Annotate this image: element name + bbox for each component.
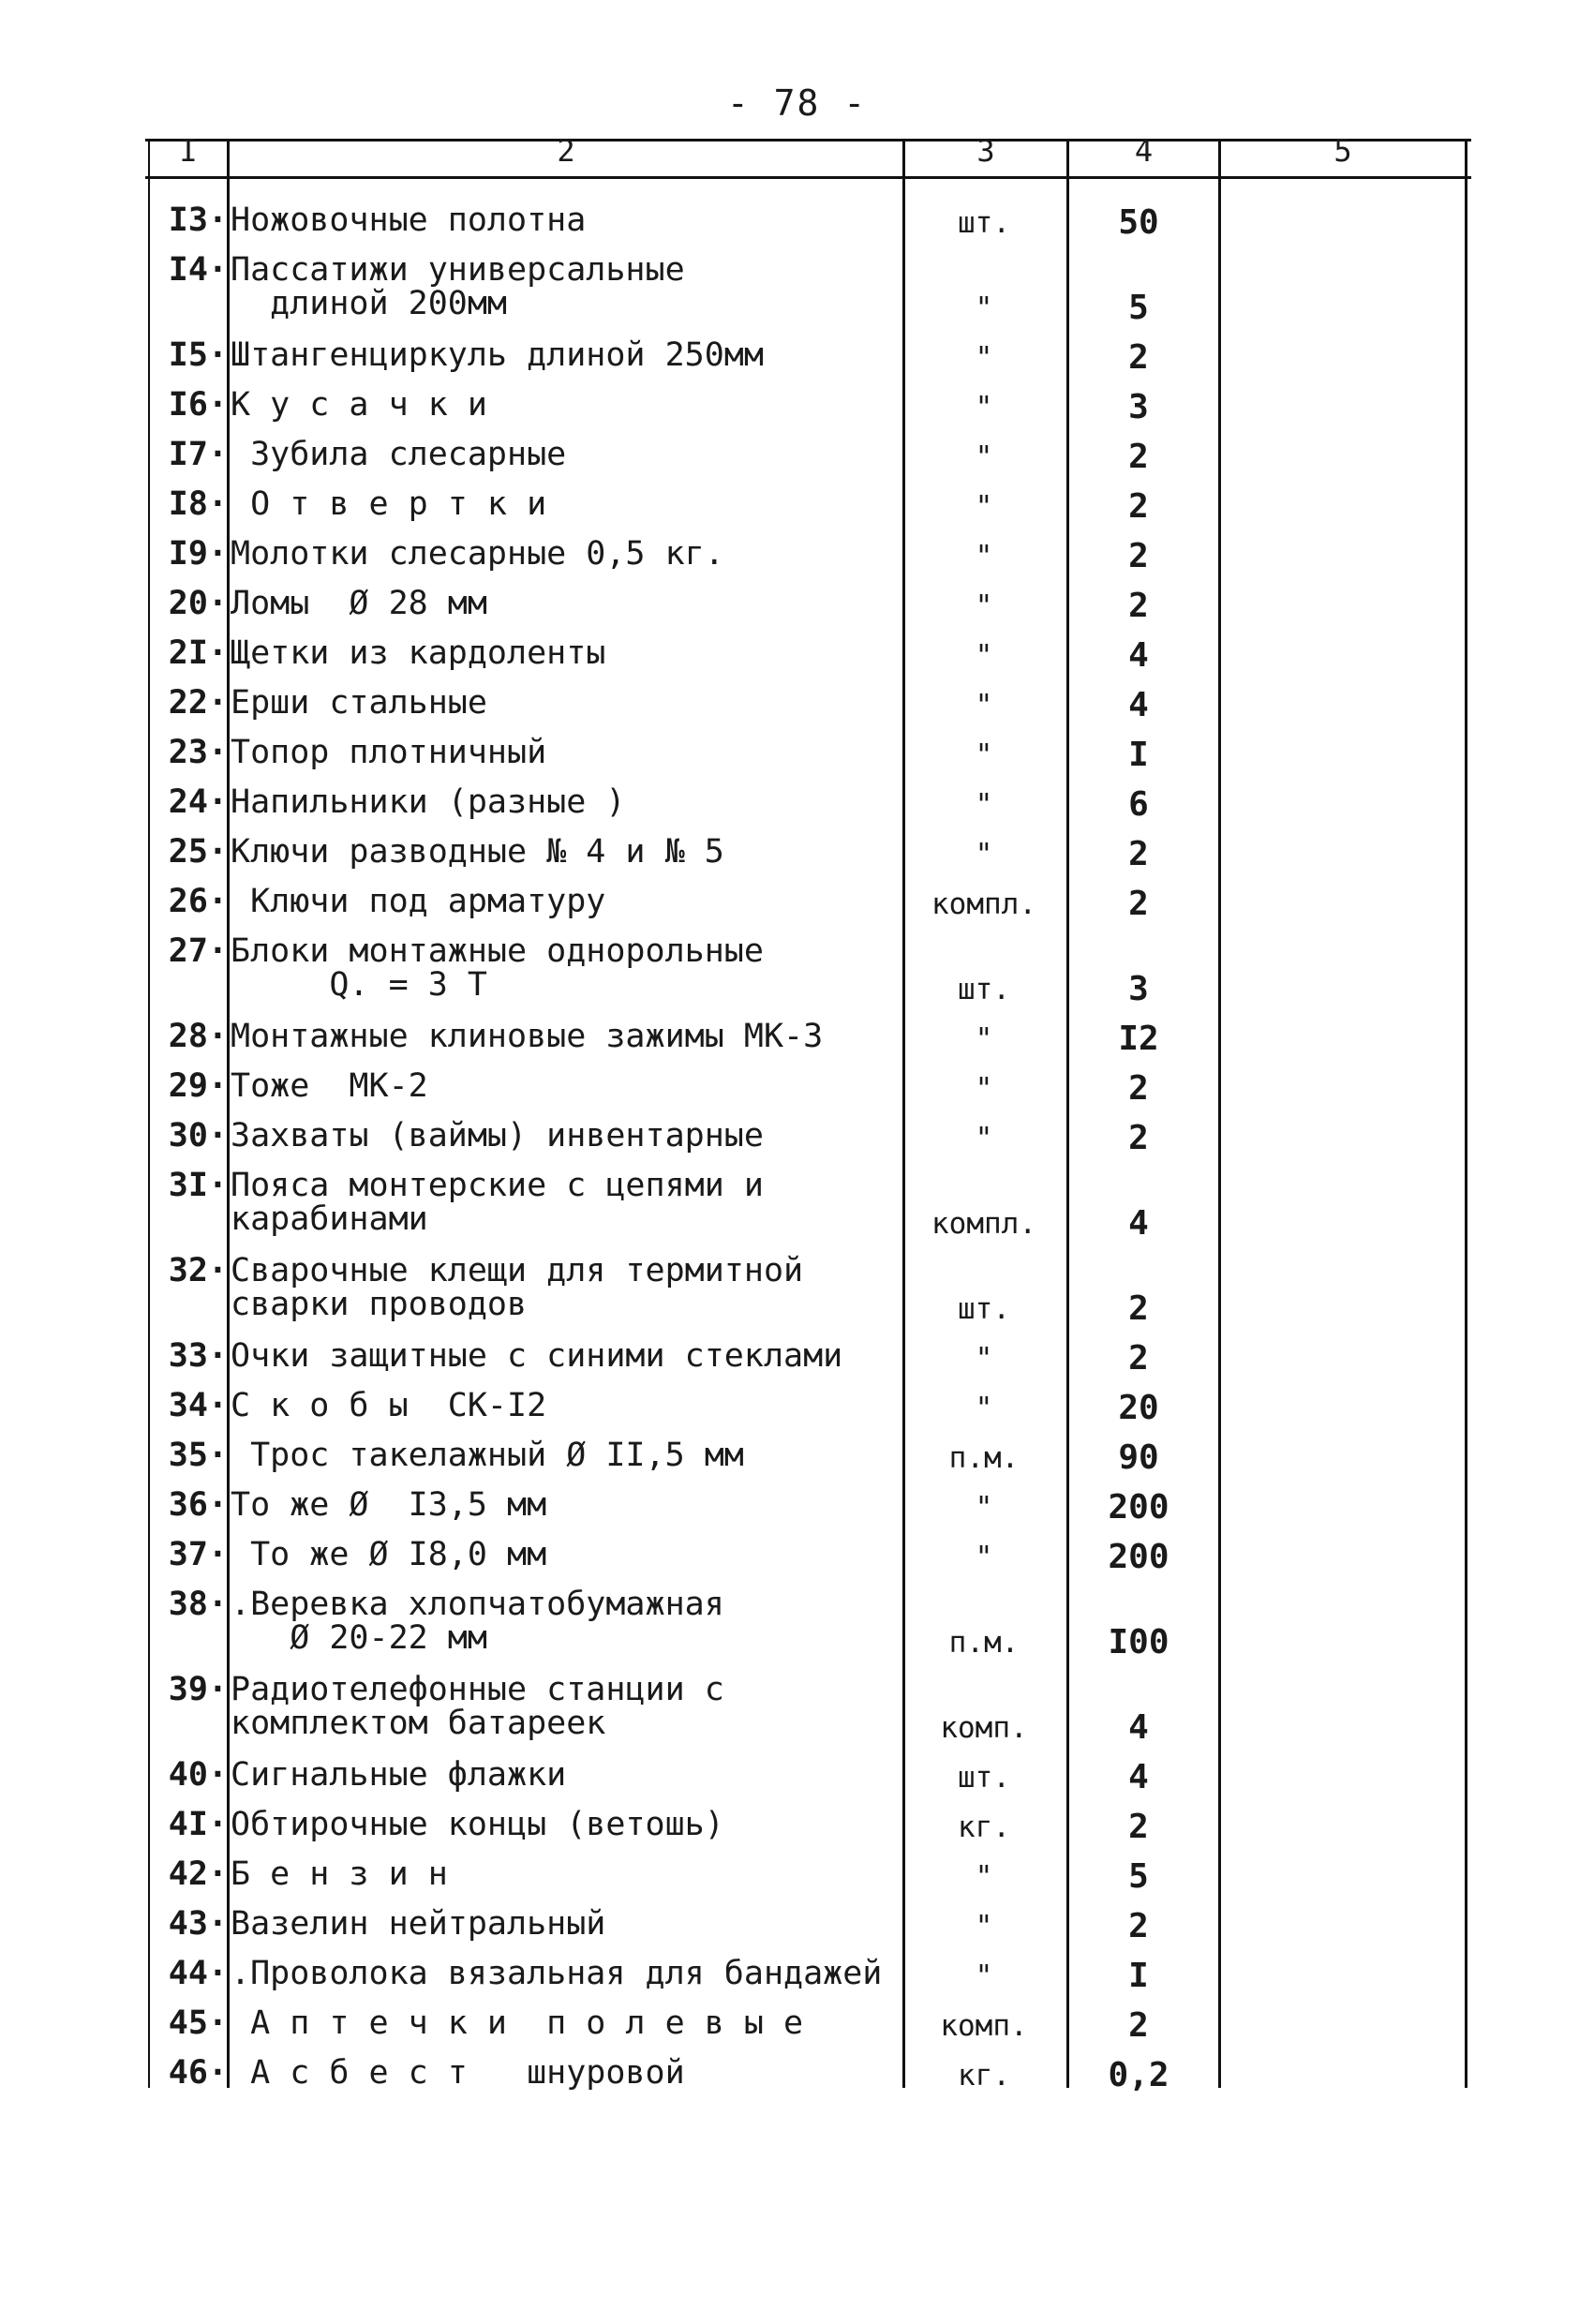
item-unit: компл. bbox=[931, 887, 1036, 921]
item-name-line: Ломы Ø 28 мм bbox=[231, 585, 487, 622]
item-unit: шт. bbox=[958, 973, 1010, 1006]
row-number: 25 · bbox=[164, 833, 228, 871]
item-quantity: 2 bbox=[1128, 537, 1149, 575]
item-name bbox=[231, 783, 625, 821]
item-name-line: сварки проводов bbox=[231, 1286, 528, 1323]
item-name bbox=[231, 1018, 823, 1055]
item-name-line: Сигнальные флажки bbox=[231, 1756, 567, 1794]
item-name-line: К у с а ч к и bbox=[231, 386, 487, 424]
row-number: 22 · bbox=[164, 684, 228, 722]
item-quantity: 2 bbox=[1128, 338, 1149, 377]
item-unit: п.м. bbox=[948, 1626, 1020, 1660]
table-row bbox=[0, 1337, 1594, 1387]
item-quantity: I2 bbox=[1118, 1020, 1159, 1058]
item-quantity: 2 bbox=[1128, 1907, 1149, 1945]
row-number: 29 · bbox=[164, 1067, 228, 1105]
row-number: 35 · bbox=[164, 1437, 228, 1474]
item-name-line: карабинами bbox=[231, 1200, 428, 1238]
row-number: 45 · bbox=[164, 2004, 228, 2042]
item-name bbox=[231, 1337, 842, 1375]
row-number: 26 · bbox=[164, 883, 228, 920]
item-name-line: длиной 200мм bbox=[231, 285, 508, 322]
item-unit: шт. bbox=[958, 1761, 1010, 1795]
row-number: 37 · bbox=[164, 1536, 228, 1573]
row-number: I4 · bbox=[164, 251, 228, 289]
item-quantity: 2 bbox=[1128, 1339, 1149, 1378]
item-unit: " bbox=[975, 1860, 993, 1894]
table-row bbox=[0, 2004, 1594, 2054]
table-row bbox=[0, 336, 1594, 386]
item-quantity: 2 bbox=[1128, 438, 1149, 476]
item-name-line: Ключи под арматуру bbox=[231, 883, 606, 920]
item-name-line: Молотки слесарные 0,5 кг. bbox=[231, 535, 724, 573]
item-quantity: 200 bbox=[1108, 1538, 1169, 1576]
item-name-line: Трос такелажный Ø II,5 мм bbox=[231, 1437, 744, 1474]
item-unit: кг. bbox=[958, 2059, 1010, 2093]
column-header-3: 3 bbox=[976, 133, 995, 169]
table-row bbox=[0, 1671, 1594, 1756]
table-row bbox=[0, 251, 1594, 336]
item-quantity: 4 bbox=[1128, 686, 1149, 724]
item-unit: п.м. bbox=[948, 1441, 1020, 1475]
item-unit: комп. bbox=[940, 1711, 1028, 1745]
item-quantity: 2 bbox=[1128, 2006, 1149, 2045]
item-name bbox=[231, 833, 724, 871]
row-number: 3I · bbox=[164, 1167, 228, 1204]
item-unit: компл. bbox=[931, 1207, 1036, 1241]
row-number: 24 · bbox=[164, 783, 228, 821]
item-name-line: Напильники (разные ) bbox=[231, 783, 626, 821]
row-number: 27 · bbox=[164, 932, 228, 970]
item-name bbox=[231, 585, 487, 622]
row-number: 39 · bbox=[164, 1671, 228, 1708]
item-name bbox=[231, 1756, 566, 1794]
item-name bbox=[231, 1955, 882, 1992]
item-quantity: 2 bbox=[1128, 487, 1149, 526]
item-name bbox=[231, 1486, 546, 1524]
item-quantity: 90 bbox=[1118, 1438, 1159, 1477]
item-name bbox=[231, 734, 546, 771]
item-quantity: 20 bbox=[1118, 1389, 1159, 1427]
row-number: I8 · bbox=[164, 485, 228, 523]
item-unit: " bbox=[975, 738, 993, 772]
table-row bbox=[0, 1756, 1594, 1806]
item-unit: " bbox=[975, 1541, 993, 1574]
item-unit: " bbox=[975, 291, 993, 325]
row-number: 36 · bbox=[164, 1486, 228, 1524]
item-name-line: Очки защитные с синими стеклами bbox=[231, 1337, 843, 1375]
item-name-line: Ø 20-22 мм bbox=[231, 1619, 487, 1657]
item-quantity: 2 bbox=[1128, 1119, 1149, 1157]
item-name-line: .Проволока вязальная для бандажей bbox=[231, 1955, 883, 1992]
item-unit: " bbox=[975, 341, 993, 375]
table-row bbox=[0, 1067, 1594, 1117]
item-name bbox=[231, 1067, 428, 1105]
item-name bbox=[231, 1252, 803, 1323]
row-number: 28 · bbox=[164, 1018, 228, 1055]
table-row bbox=[0, 535, 1594, 585]
item-quantity: 6 bbox=[1128, 785, 1149, 824]
table-row bbox=[0, 1117, 1594, 1167]
table-row bbox=[0, 734, 1594, 783]
table-row bbox=[0, 1855, 1594, 1905]
item-name bbox=[231, 1437, 744, 1474]
item-unit: шт. bbox=[958, 206, 1010, 240]
item-name-line: Зубила слесарные bbox=[231, 436, 567, 473]
item-quantity: 4 bbox=[1128, 1204, 1149, 1243]
row-number: I3 · bbox=[164, 201, 228, 239]
item-unit: " bbox=[975, 1342, 993, 1376]
item-name bbox=[231, 251, 685, 322]
row-number: 40 · bbox=[164, 1756, 228, 1794]
item-quantity: 5 bbox=[1128, 1857, 1149, 1896]
item-quantity: 2 bbox=[1128, 885, 1149, 923]
item-name bbox=[231, 1117, 764, 1155]
item-quantity: 2 bbox=[1128, 587, 1149, 625]
item-unit: кг. bbox=[958, 1810, 1010, 1844]
table-row bbox=[0, 585, 1594, 634]
table-row bbox=[0, 1536, 1594, 1586]
item-name-line: О т в е р т к и bbox=[231, 485, 547, 523]
item-name-line: То же Ø I3,5 мм bbox=[231, 1486, 547, 1524]
item-name-line: Блоки монтажные однорольные bbox=[231, 932, 764, 970]
column-header-2: 2 bbox=[557, 133, 575, 169]
row-number: I9 · bbox=[164, 535, 228, 573]
table-row bbox=[0, 883, 1594, 932]
table-row bbox=[0, 783, 1594, 833]
item-unit: " bbox=[975, 589, 993, 623]
item-name bbox=[231, 1387, 546, 1424]
item-name bbox=[231, 436, 566, 473]
row-number: 33 · bbox=[164, 1337, 228, 1375]
table-row bbox=[0, 932, 1594, 1018]
table-row bbox=[0, 1437, 1594, 1486]
item-name-line: Штангенциркуль длиной 250мм bbox=[231, 336, 764, 374]
table-row bbox=[0, 1167, 1594, 1252]
row-number: 38 · bbox=[164, 1586, 228, 1623]
table-row bbox=[0, 386, 1594, 436]
table-row bbox=[0, 1486, 1594, 1536]
row-number: 2I · bbox=[164, 634, 228, 672]
item-name-line: комплектом батареек bbox=[231, 1705, 606, 1742]
column-header-1: I bbox=[179, 133, 198, 169]
table-row bbox=[0, 485, 1594, 535]
table-row bbox=[0, 1806, 1594, 1855]
item-name bbox=[231, 1855, 448, 1893]
item-name bbox=[231, 2004, 803, 2042]
table-row bbox=[0, 1955, 1594, 2004]
row-number: 20 · bbox=[164, 585, 228, 622]
table-row bbox=[0, 436, 1594, 485]
item-name-line: Сварочные клещи для термитной bbox=[231, 1252, 804, 1289]
table-row bbox=[0, 833, 1594, 883]
item-unit: " bbox=[975, 1959, 993, 1993]
table-row bbox=[0, 2054, 1594, 2104]
table-row bbox=[0, 1387, 1594, 1437]
row-number: 46 · bbox=[164, 2054, 228, 2092]
item-quantity: 2 bbox=[1128, 1808, 1149, 1846]
row-number: 43 · bbox=[164, 1905, 228, 1943]
row-number: 4I · bbox=[164, 1806, 228, 1843]
item-name bbox=[231, 485, 546, 523]
item-name bbox=[231, 2054, 685, 2092]
item-quantity: 3 bbox=[1128, 970, 1149, 1008]
row-number: 44 · bbox=[164, 1955, 228, 1992]
item-name bbox=[231, 1905, 605, 1943]
item-name-line: Вазелин нейтральный bbox=[231, 1905, 606, 1943]
item-name-line: Радиотелефонные станции с bbox=[231, 1671, 724, 1708]
item-name bbox=[231, 1586, 724, 1657]
item-name bbox=[231, 1536, 546, 1573]
item-quantity: 5 bbox=[1128, 289, 1149, 327]
item-name-line: .Веревка хлопчатобумажная bbox=[231, 1586, 724, 1623]
item-name bbox=[231, 386, 487, 424]
item-quantity: 50 bbox=[1118, 203, 1159, 242]
item-unit: комп. bbox=[940, 2009, 1028, 2043]
table-row bbox=[0, 684, 1594, 734]
item-quantity: 4 bbox=[1128, 1758, 1149, 1796]
item-name bbox=[231, 1167, 764, 1238]
item-quantity: 2 bbox=[1128, 835, 1149, 873]
item-name-line: Б е н з и н bbox=[231, 1855, 448, 1893]
item-name-line: Пассатижи универсальные bbox=[231, 251, 685, 289]
item-name-line: Ножовочные полотна bbox=[231, 201, 587, 239]
page-number: - 78 - bbox=[726, 82, 868, 124]
table-row bbox=[0, 1586, 1594, 1671]
table-row bbox=[0, 634, 1594, 684]
item-name-line: Топор плотничный bbox=[231, 734, 547, 771]
item-unit: " bbox=[975, 540, 993, 574]
item-quantity: 2 bbox=[1128, 1289, 1149, 1328]
header-bottom-rule bbox=[145, 176, 1471, 179]
item-name-line: Q. = 3 Т bbox=[231, 966, 487, 1004]
item-unit: " bbox=[975, 490, 993, 524]
item-name-line: Обтирочные концы (ветошь) bbox=[231, 1806, 724, 1843]
item-quantity: I bbox=[1128, 736, 1149, 774]
item-name-line: А с б е с т шнуровой bbox=[231, 2054, 685, 2092]
row-number: 42 · bbox=[164, 1855, 228, 1893]
item-unit: " bbox=[975, 639, 993, 673]
row-number: 30 · bbox=[164, 1117, 228, 1155]
column-header-5: 5 bbox=[1333, 133, 1352, 169]
item-name-line: Ключи разводные № 4 и № 5 bbox=[231, 833, 724, 871]
item-name bbox=[231, 883, 605, 920]
item-quantity: 4 bbox=[1128, 1708, 1149, 1747]
column-header-4: 4 bbox=[1134, 133, 1154, 169]
item-quantity: 0,2 bbox=[1108, 2056, 1169, 2094]
item-name bbox=[231, 336, 764, 374]
item-name-line: Тоже МК-2 bbox=[231, 1067, 428, 1105]
item-unit: " bbox=[975, 1122, 993, 1155]
item-quantity: 3 bbox=[1128, 388, 1149, 426]
item-unit: " bbox=[975, 391, 993, 425]
row-number: 34 · bbox=[164, 1387, 228, 1424]
item-name bbox=[231, 1806, 724, 1843]
item-unit: " bbox=[975, 1910, 993, 1944]
item-unit: " bbox=[975, 1491, 993, 1525]
item-name-line: То же Ø I8,0 мм bbox=[231, 1536, 547, 1573]
item-name-line: Захваты (ваймы) инвентарные bbox=[231, 1117, 764, 1155]
row-number: 23 · bbox=[164, 734, 228, 771]
item-unit: " bbox=[975, 440, 993, 474]
item-unit: " bbox=[975, 689, 993, 723]
item-unit: шт. bbox=[958, 1292, 1010, 1326]
item-unit: " bbox=[975, 838, 993, 872]
table-row bbox=[0, 1252, 1594, 1337]
item-name bbox=[231, 684, 487, 722]
row-number: I7 · bbox=[164, 436, 228, 473]
row-number: 32 · bbox=[164, 1252, 228, 1289]
item-quantity: I bbox=[1128, 1957, 1149, 1995]
item-unit: " bbox=[975, 1392, 993, 1425]
row-number: I5 · bbox=[164, 336, 228, 374]
item-name-line: Щетки из кардоленты bbox=[231, 634, 606, 672]
item-quantity: 4 bbox=[1128, 636, 1149, 675]
item-unit: " bbox=[975, 1022, 993, 1056]
item-name bbox=[231, 1671, 724, 1742]
item-quantity: 2 bbox=[1128, 1069, 1149, 1108]
row-number: I6 · bbox=[164, 386, 228, 424]
item-quantity: I00 bbox=[1108, 1623, 1169, 1661]
item-quantity: 200 bbox=[1108, 1488, 1169, 1527]
table-row bbox=[0, 201, 1594, 251]
item-unit: " bbox=[975, 788, 993, 822]
item-name-line: Монтажные клиновые зажимы МК-3 bbox=[231, 1018, 824, 1055]
item-name-line: С к о б ы СК-I2 bbox=[231, 1387, 547, 1424]
item-unit: " bbox=[975, 1072, 993, 1106]
item-name bbox=[231, 535, 724, 573]
item-name-line: Пояса монтерские с цепями и bbox=[231, 1167, 764, 1204]
item-name bbox=[231, 932, 764, 1004]
item-name bbox=[231, 634, 605, 672]
table-row bbox=[0, 1018, 1594, 1067]
item-name-line: А п т е ч к и п о л е в ы е bbox=[231, 2004, 804, 2042]
item-name-line: Ерши стальные bbox=[231, 684, 487, 722]
item-name bbox=[231, 201, 586, 239]
table-row bbox=[0, 1905, 1594, 1955]
